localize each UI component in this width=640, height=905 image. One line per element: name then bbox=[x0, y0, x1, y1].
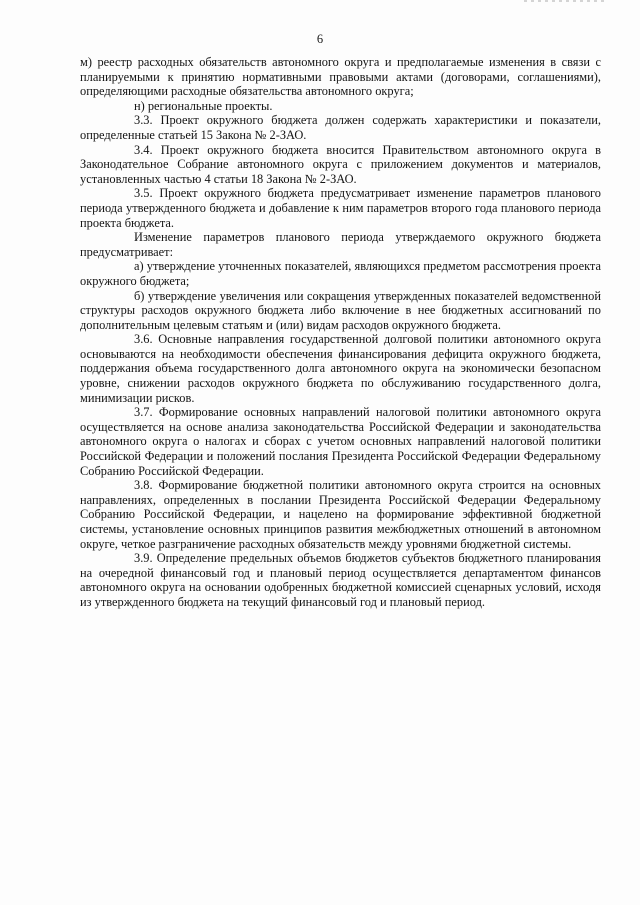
paragraph-item-a: а) утверждение уточненных показателей, являющихся предметом рассмотрения проекта окружного бюджета; bbox=[80, 259, 601, 288]
paragraph-3-4: 3.4. Проект окружного бюджета вносится Правительством автономного округа в Законодательное Собрание автономного округа с приложением документов и материалов, установленных частью 4 статьи 18 Закона № 2-ЗАО. bbox=[80, 142, 601, 186]
paragraph-3-3: 3.3. Проект окружного бюджета должен содержать характеристики и показатели, определенные статьей 15 Закона № 2-ЗАО. bbox=[80, 113, 601, 142]
paragraph-item-m: м) реестр расходных обязательств автономного округа и предполагаемые изменения в связи с планируемыми к принятию нормативными правовыми актами (договорами, соглашениями), определяющими расходные обязательства автономного округа; bbox=[80, 55, 601, 99]
scan-artifact bbox=[524, 0, 604, 2]
paragraph-3-8: 3.8. Формирование бюджетной политики автономного округа строится на основных направлениях, определенных в послании Президента Российской Федерации Федеральному Собранию Российской Федерации, и нацелено на формирование эффективной бюджетной системы, установление основных принципов развития межбюджетных отношений в автономном округе, четкое разграничение расходных обязательств между уровнями бюджетной системы. bbox=[80, 478, 601, 551]
document-body bbox=[80, 55, 601, 610]
page-number: 6 bbox=[316, 32, 324, 46]
paragraph-item-n: н) региональные проекты. bbox=[134, 98, 273, 113]
paragraph-3-7: 3.7. Формирование основных направлений налоговой политики автономного округа осуществляется на основе анализа законодательства Российской Федерации и законодательства автономного округа о налогах и сборах с учетом основных направлений налоговой политики Российской Федерации и положений послания Президента Российской Федерации Федеральному Собранию Российской Федерации. bbox=[80, 405, 601, 478]
paragraph-3-6: 3.6. Основные направления государственной долговой политики автономного округа основываются на необходимости обеспечения финансирования дефицита окружного бюджета, поддержания объема государственного долга автономного округа на экономически безопасном уровне, снижении расходов окружного бюджета по обслуживанию государственного долга, минимизации рисков. bbox=[80, 332, 601, 405]
paragraph-3-9: 3.9. Определение предельных объемов бюджетов субъектов бюджетного планирования на очередной финансовый год и плановый период осуществляется департаментом финансов автономного округа на основании одобренных бюджетной комиссией сценарных условий, исходя из утвержденного бюджета на текущий финансовый год и плановый период. bbox=[80, 551, 601, 609]
paragraph-3-5: 3.5. Проект окружного бюджета предусматривает изменение параметров планового периода утвержденного бюджета и добавление к ним параметров второго года планового периода проекта бюджета. bbox=[80, 186, 601, 230]
paragraph-item-b: б) утверждение увеличения или сокращения утвержденных показателей ведомственной структуры расходов окружного бюджета либо включение в нее бюджетных ассигнований по дополнительным целевым статьям и (или) видам расходов окружного бюджета. bbox=[80, 288, 601, 332]
paragraph-planning-changes: Изменение параметров планового периода утверждаемого окружного бюджета предусматривает: bbox=[80, 230, 601, 259]
